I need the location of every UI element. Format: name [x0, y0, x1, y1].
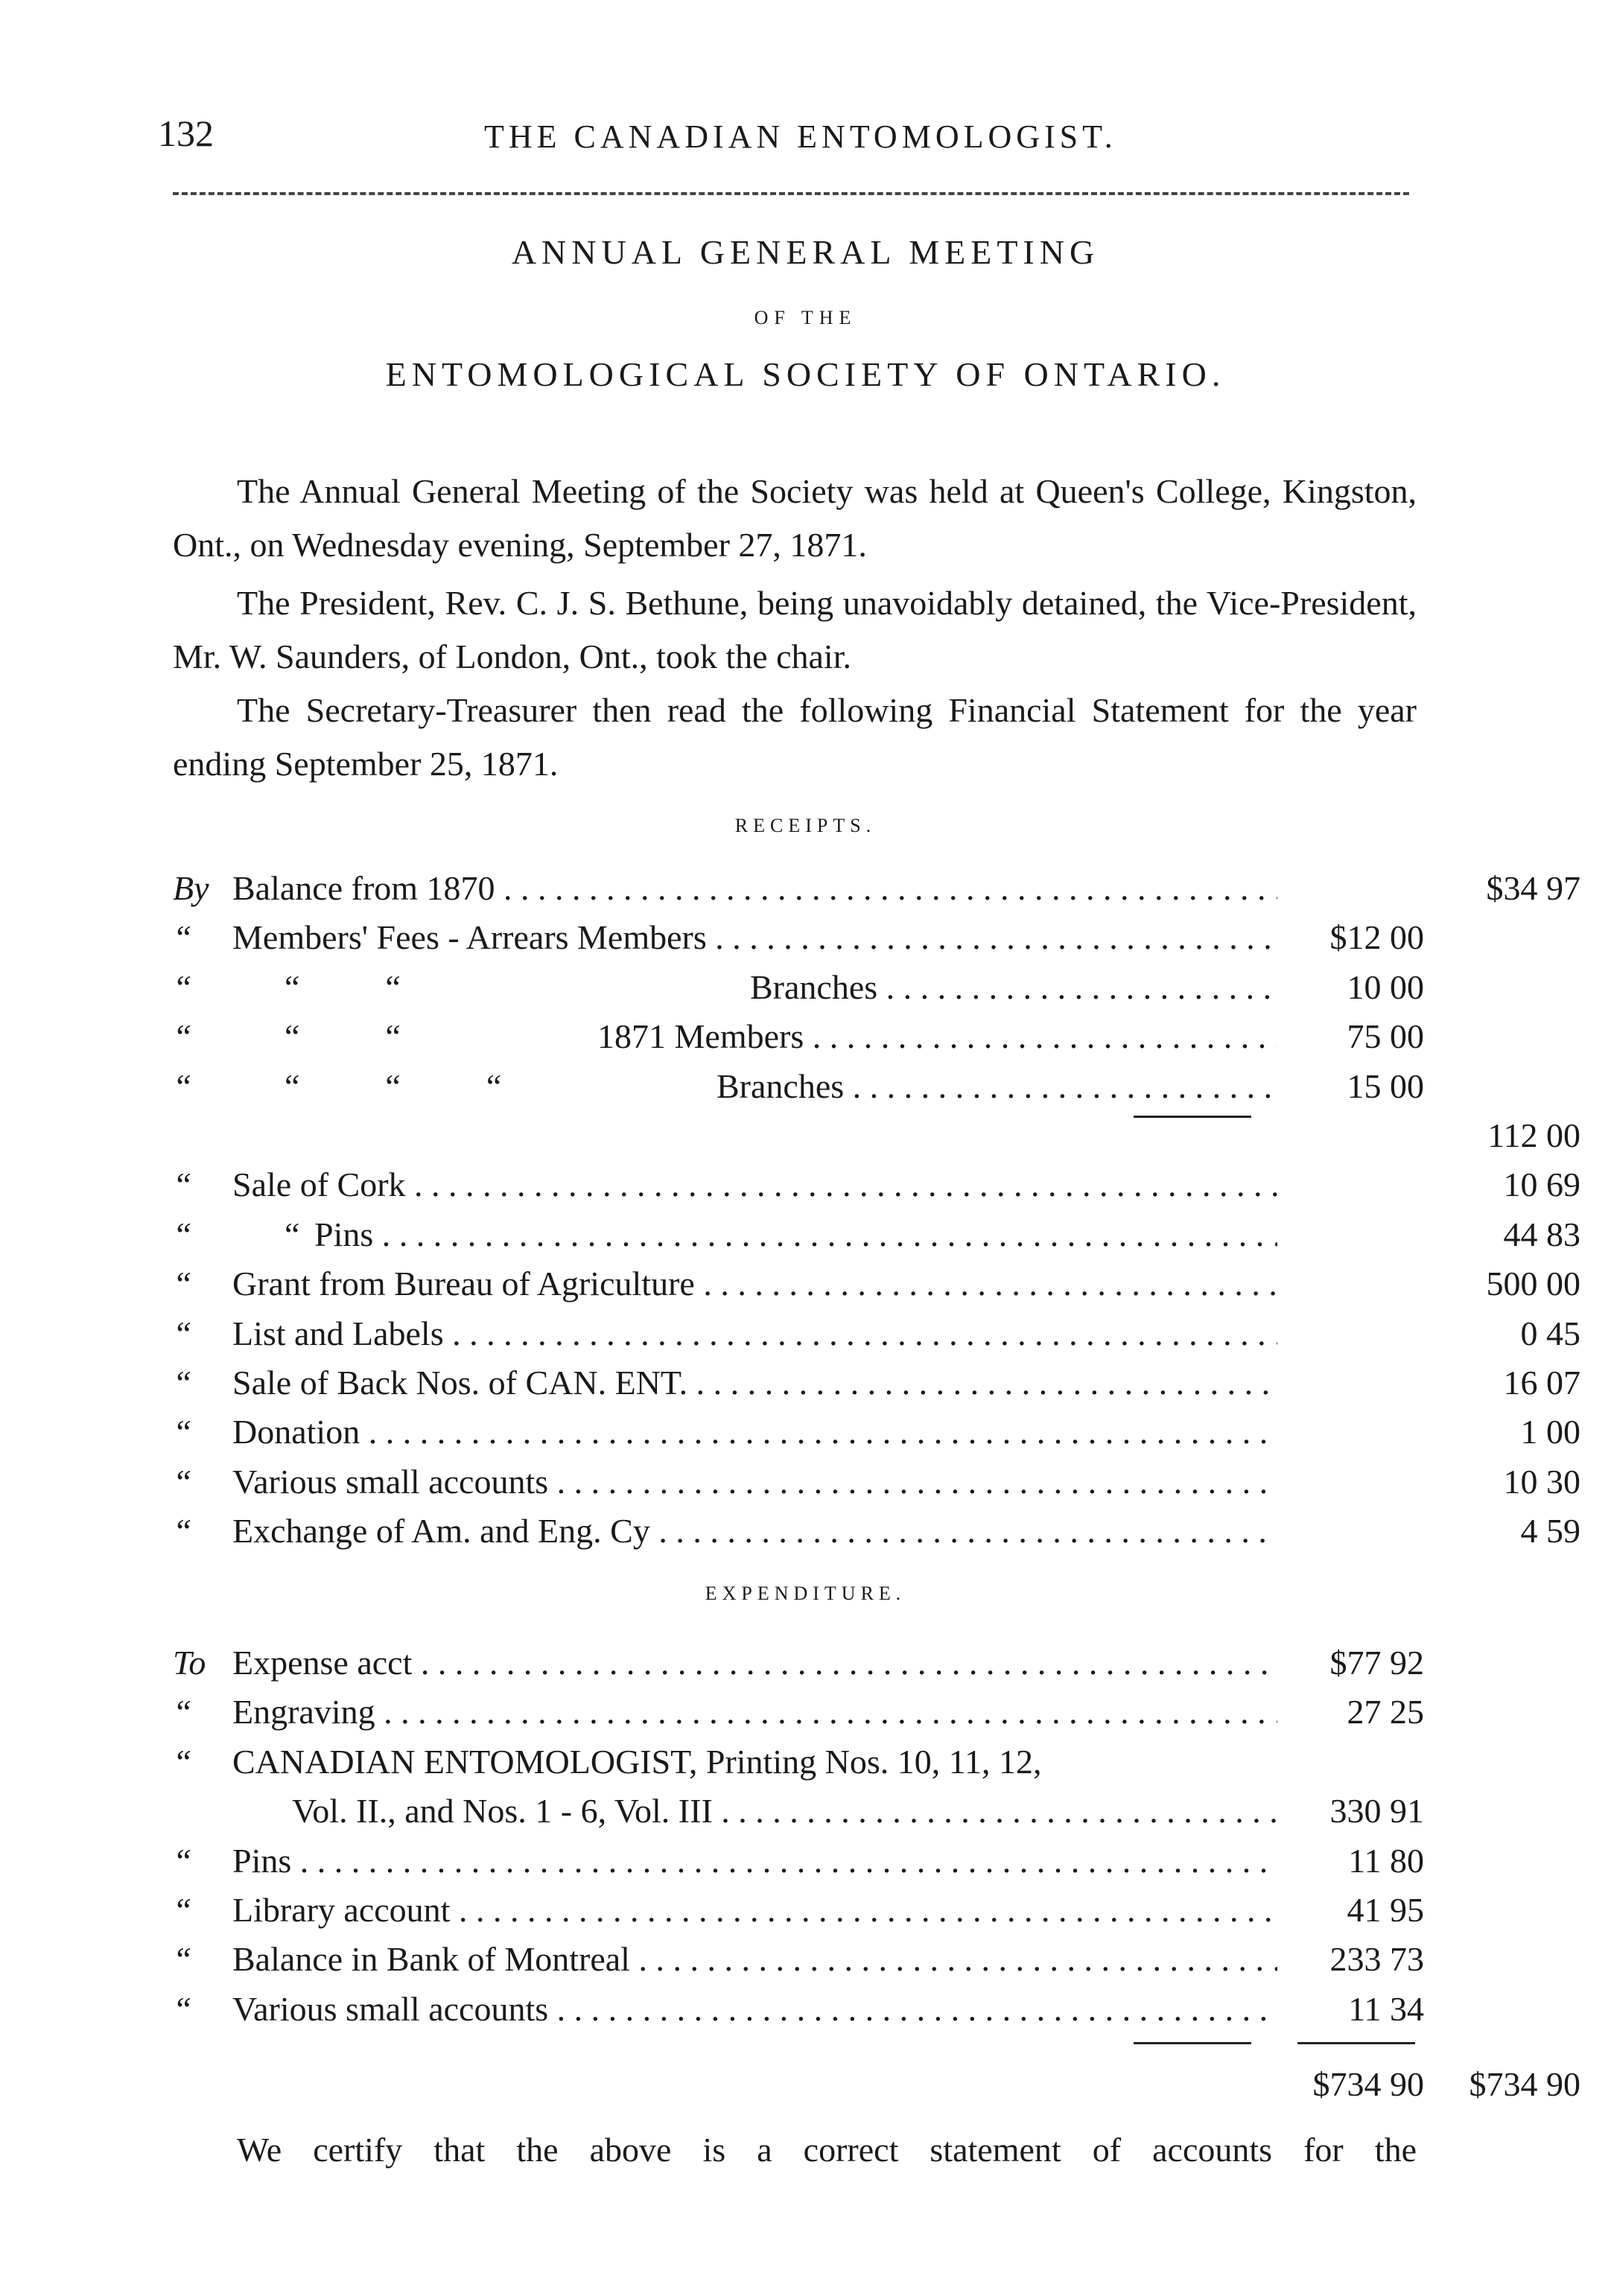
receipts-heading: RECEIPTS.	[734, 815, 877, 836]
expenditure-row-amount: 11 34	[1348, 1989, 1424, 2028]
receipts-row	[173, 1507, 1580, 1556]
receipts-row	[173, 913, 1424, 962]
expenditure-row-description: Pins . . .	[232, 1837, 1277, 1886]
totals-row	[173, 2060, 1580, 2109]
total-inner: $734 90	[1312, 2065, 1424, 2103]
receipts-row-total: 10 30	[1503, 1462, 1580, 1501]
expenditure-row	[173, 1985, 1424, 2034]
receipts-row-prefix: “	[173, 1462, 192, 1501]
receipts-row	[173, 1111, 1580, 1160]
expenditure-row-amount: $77 92	[1329, 1644, 1424, 1682]
paragraph-1	[173, 465, 1417, 572]
paragraph-1-text: The Annual General Meeting of the Society was held at Queen's College, Kingston, Ont., on Wednesday evening, September 27, 1871.	[173, 472, 1417, 564]
receipts-row	[173, 1358, 1580, 1408]
receipts-row	[173, 1160, 1580, 1209]
receipts-row-description: 1871 Members . . .	[597, 1012, 1277, 1061]
expenditure-row	[173, 1787, 1424, 1836]
receipts-row-description: Exchange of Am. and Eng. Cy . . .	[232, 1507, 1277, 1556]
expenditure-row-prefix: “	[173, 1693, 192, 1731]
receipts-row-prefix: “	[173, 1314, 192, 1352]
expenditure-row-amount: 27 25	[1347, 1693, 1424, 1731]
page-number: 132	[158, 112, 214, 154]
paragraph-3-text: The Secretary-Treasurer then read the following Financial Statement for the year ending September 25, 1871.	[173, 691, 1417, 783]
closing-paragraph-text: We certify that the above is a correct statement of accounts for the	[237, 2131, 1417, 2169]
expenditure-row-description: Library account . . .	[232, 1886, 1277, 1935]
receipts-row-description: Branches . . .	[716, 1062, 1277, 1111]
receipts-row-amount: 75 00	[1347, 1017, 1424, 1056]
receipts-row-description: Donation . . .	[232, 1408, 1277, 1457]
article-title-connector: OF THE	[754, 307, 857, 328]
receipts-row	[173, 1012, 1424, 1061]
receipts-row-description: Members' Fees - Arrears Members . . .	[232, 913, 1277, 962]
running-title: THE CANADIAN ENTOMOLOGIST.	[484, 118, 1117, 155]
expenditure-row-amount: 233 73	[1329, 1940, 1424, 1979]
receipts-row-total: 1 00	[1520, 1413, 1580, 1451]
expenditure-row-description: Vol. II., and Nos. 1 - 6, Vol. III . . .	[292, 1787, 1277, 1836]
receipts-row-ditto-marks: “ “	[285, 1017, 401, 1056]
receipts-row-ditto-marks: “ “ “	[285, 1066, 502, 1105]
expenditure-row-prefix: To	[173, 1644, 206, 1682]
expenditure-row-description: CANADIAN ENTOMOLOGIST, Printing Nos. 10, 11, 12,	[232, 1742, 1042, 1781]
receipts-row-total: 112 00	[1487, 1116, 1580, 1154]
expenditure-row-prefix: “	[173, 1940, 192, 1979]
receipts-row-prefix: “	[173, 1215, 192, 1253]
closing-paragraph	[173, 2123, 1417, 2177]
expenditure-heading: EXPENDITURE.	[705, 1583, 906, 1604]
expenditure-row	[173, 1737, 1424, 1787]
expenditure-row-amount: 11 80	[1348, 1841, 1424, 1880]
expenditure-row	[173, 1638, 1424, 1688]
receipts-row	[173, 1062, 1424, 1111]
header-rule	[173, 192, 1409, 195]
receipts-row	[173, 1408, 1580, 1457]
receipts-row-total: 16 07	[1503, 1364, 1580, 1402]
receipts-row	[173, 1457, 1580, 1507]
receipts-row	[173, 1309, 1580, 1358]
total-rule-inner	[1134, 2042, 1251, 2044]
receipts-row-total: 10 69	[1503, 1166, 1580, 1204]
expenditure-row-amount: 330 91	[1329, 1792, 1424, 1831]
expenditure-row	[173, 1688, 1424, 1737]
receipts-row-total: 500 00	[1486, 1265, 1580, 1303]
receipts-row	[173, 963, 1424, 1012]
receipts-row-prefix: “	[173, 1413, 192, 1451]
receipts-row-prefix: “	[173, 918, 192, 957]
receipts-row-total: $34 97	[1486, 869, 1580, 907]
receipts-row-description: Grant from Bureau of Agriculture . . .	[232, 1259, 1277, 1308]
receipts-row-prefix: “	[173, 1166, 192, 1204]
receipts-row-prefix: By	[173, 869, 209, 907]
receipts-row-description: List and Labels . . .	[232, 1309, 1277, 1358]
receipts-row-description: Pins . . .	[314, 1210, 1277, 1259]
receipts-row-ditto-marks: “ “	[285, 967, 401, 1006]
receipts-row-amount: 10 00	[1347, 967, 1424, 1006]
receipts-row-total: 44 83	[1503, 1215, 1580, 1253]
article-title: ANNUAL GENERAL MEETING	[511, 233, 1100, 271]
expenditure-row	[173, 1935, 1424, 1984]
receipts-row-total: 4 59	[1520, 1512, 1580, 1551]
receipts-row-amount: 15 00	[1347, 1066, 1424, 1105]
paragraph-2-text: The President, Rev. C. J. S. Bethune, being unavoidably detained, the Vice-President, Mr. W. Saunders, of London, Ont., took the chair.	[173, 584, 1417, 675]
subtotal-rule	[1134, 1116, 1251, 1118]
expenditure-row-prefix: “	[173, 1891, 192, 1929]
receipts-row-prefix: “	[173, 1364, 192, 1402]
receipts-row-amount: $12 00	[1329, 918, 1424, 957]
receipts-row-prefix: “	[173, 1017, 192, 1056]
receipts-row-total: 0 45	[1520, 1314, 1580, 1352]
expenditure-row-amount: 41 95	[1347, 1891, 1424, 1929]
expenditure-row-description: Various small accounts . . .	[232, 1985, 1277, 2034]
expenditure-row-prefix: “	[173, 1841, 192, 1880]
expenditure-row	[173, 1837, 1424, 1886]
expenditure-row-description: Expense acct . . .	[232, 1638, 1277, 1688]
receipts-row	[173, 864, 1580, 913]
expenditure-row	[173, 1886, 1424, 1935]
receipts-row	[173, 1259, 1580, 1308]
paragraph-3	[173, 684, 1417, 791]
receipts-row-ditto-marks: “	[285, 1215, 300, 1253]
expenditure-row-prefix: “	[173, 1742, 192, 1781]
receipts-row-description: Balance from 1870 . . .	[232, 864, 1277, 913]
receipts-row-prefix: “	[173, 967, 192, 1006]
receipts-row	[173, 1210, 1580, 1259]
receipts-row-description: Branches . . .	[750, 963, 1277, 1012]
expenditure-row-description: Balance in Bank of Montreal . . .	[232, 1935, 1277, 1984]
receipts-row-prefix: “	[173, 1066, 192, 1105]
total-rule-outer	[1297, 2042, 1415, 2044]
receipts-row-prefix: “	[173, 1265, 192, 1303]
total-outer: $734 90	[1469, 2065, 1580, 2103]
receipts-row-description: Sale of Back Nos. of CAN. ENT. . . .	[232, 1358, 1277, 1408]
receipts-row-description: Various small accounts . . .	[232, 1457, 1277, 1507]
article-subtitle: ENTOMOLOGICAL SOCIETY OF ONTARIO.	[385, 355, 1226, 393]
expenditure-row-description: Engraving . . .	[232, 1688, 1277, 1737]
paragraph-2	[173, 576, 1417, 684]
receipts-row-prefix: “	[173, 1512, 192, 1551]
expenditure-row-prefix: “	[173, 1989, 192, 2028]
receipts-row-description: Sale of Cork . . .	[232, 1160, 1277, 1209]
